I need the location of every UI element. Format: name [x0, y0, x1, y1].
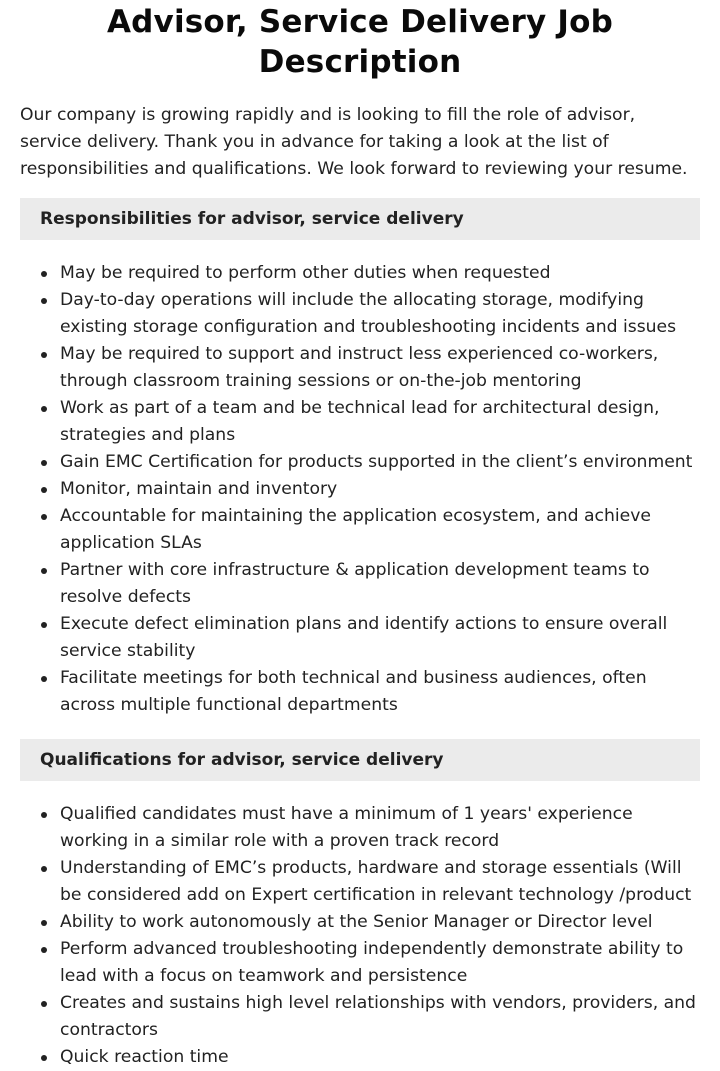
list-item-text: Creates and sustains high level relationships with vendors, providers, and contractors — [60, 993, 696, 1040]
list-item — [20, 557, 700, 611]
bullet-icon — [41, 406, 47, 412]
bullet-icon — [41, 514, 47, 520]
list-item — [20, 936, 700, 990]
bullet-icon — [41, 298, 47, 304]
bullet-icon — [41, 352, 47, 358]
responsibilities-list — [20, 260, 700, 719]
bullet-icon — [41, 947, 47, 953]
bullet-icon — [41, 1001, 47, 1007]
qualifications-list — [20, 801, 700, 1071]
list-item — [20, 395, 700, 449]
list-item — [20, 855, 700, 909]
list-item — [20, 476, 700, 503]
list-item-text: Gain EMC Certification for products supported in the client’s environment — [60, 452, 693, 472]
list-item — [20, 665, 700, 719]
list-item — [20, 503, 700, 557]
list-item-text: Ability to work autonomously at the Senior Manager or Director level — [60, 912, 653, 932]
list-item — [20, 990, 700, 1044]
list-item-text: Facilitate meetings for both technical and business audiences, often across multiple functional departments — [60, 668, 647, 715]
list-item-text: Qualified candidates must have a minimum of 1 years' experience working in a similar role with a proven track record — [60, 804, 633, 851]
list-item-text: May be required to support and instruct less experienced co-workers, through classroom training sessions or on-the-job mentoring — [60, 344, 659, 391]
list-item-text: Monitor, maintain and inventory — [60, 479, 338, 499]
list-item — [20, 1044, 700, 1071]
intro-paragraph: Our company is growing rapidly and is looking to fill the role of advisor, service delivery. Thank you in advance for taking a look at the list of responsibilities and qualifications. We look forward to reviewing your resume. — [20, 105, 688, 179]
list-item-text: May be required to perform other duties when requested — [60, 263, 551, 283]
bullet-icon — [41, 676, 47, 682]
list-item-text: Day-to-day operations will include the allocating storage, modifying existing storage configuration and troubleshooting incidents and issues — [60, 290, 677, 337]
bullet-icon — [41, 1055, 47, 1061]
list-item — [20, 909, 700, 936]
bullet-icon — [41, 487, 47, 493]
bullet-icon — [41, 920, 47, 926]
page-title: Advisor, Service Delivery Job Description — [106, 4, 614, 80]
bullet-icon — [41, 271, 47, 277]
list-item-text: Work as part of a team and be technical lead for architectural design, strategies and plans — [60, 398, 660, 445]
list-item-text: Perform advanced troubleshooting independently demonstrate ability to lead with a focus on teamwork and persistence — [60, 939, 684, 986]
list-item-text: Execute defect elimination plans and identify actions to ensure overall service stability — [60, 614, 668, 661]
responsibilities-heading: Responsibilities for advisor, service delivery — [20, 198, 700, 240]
list-item — [20, 341, 700, 395]
list-item — [20, 260, 700, 287]
list-item — [20, 611, 700, 665]
qualifications-heading: Qualifications for advisor, service delivery — [20, 739, 700, 781]
list-item — [20, 801, 700, 855]
list-item-text: Understanding of EMC’s products, hardware and storage essentials (Will be considered add on Expert certification in relevant technology /product — [60, 858, 692, 905]
list-item-text: Quick reaction time — [60, 1047, 229, 1067]
bullet-icon — [41, 866, 47, 872]
bullet-icon — [41, 622, 47, 628]
bullet-icon — [41, 812, 47, 818]
list-item-text: Accountable for maintaining the application ecosystem, and achieve application SLAs — [60, 506, 651, 553]
list-item — [20, 449, 700, 476]
list-item — [20, 287, 700, 341]
bullet-icon — [41, 460, 47, 466]
list-item-text: Partner with core infrastructure & application development teams to resolve defects — [60, 560, 650, 607]
bullet-icon — [41, 568, 47, 574]
